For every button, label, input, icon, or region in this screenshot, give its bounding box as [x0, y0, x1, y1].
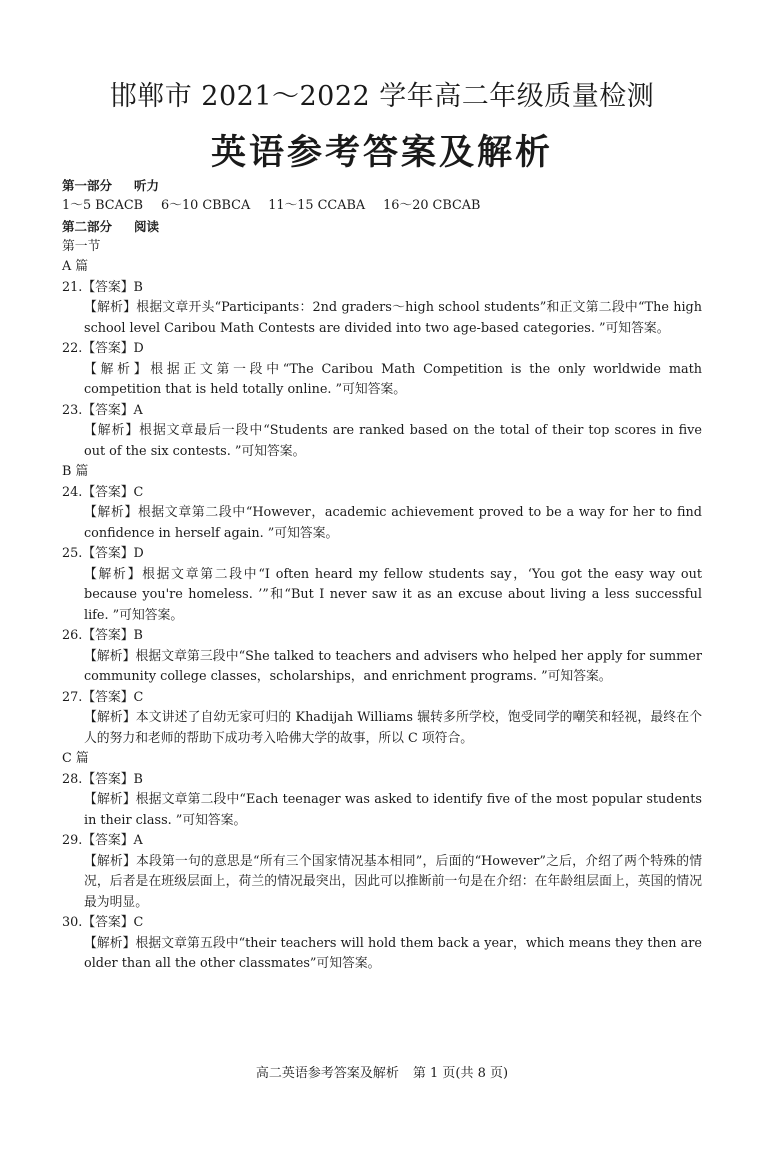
explanation: 【解析】本段第一句的意思是“所有三个国家情况基本相同”，后面的“However”之后，介绍了两个特殊的情况，后者是在班级层面上，荷兰的情况最突出，因此可以推断前一句是在介绍：在年龄组层面上，英国的情况最为明显。 — [84, 853, 702, 910]
answer-line: 25.【答案】D — [62, 546, 144, 561]
answer-line: 29.【答案】A — [62, 833, 143, 848]
answer-line: 28.【答案】B — [62, 771, 143, 787]
answer-group: 11～15 CCABA — [268, 198, 366, 213]
answer-line: 27.【答案】C — [62, 689, 144, 705]
explanation: 【解析】本文讲述了自幼无家可归的 Khadijah Williams 辗转多所学校，饱受同学的嘲笑和轻视，最终在个人的努力和老师的帮助下成功考入哈佛大学的故事，所以 C 项符合。 — [84, 710, 702, 746]
explanation: 【解析】根据文章第二段中“However，academic achievement proved to be a way for her to find confidence in herself again. ”可知答案。 — [84, 505, 702, 541]
part1-heading — [62, 176, 702, 196]
section-heading: 第一节 — [62, 238, 101, 254]
answer-key-page — [0, 77, 764, 1151]
page-number: 第 1 页(共 8 页) — [412, 1066, 509, 1081]
answer-line: 30.【答案】C — [62, 915, 144, 930]
explanation: 【解析】根据文章第三段中“She talked to teachers and advisers who helped her apply for summer community college classes，scholarships，and enrichment programs. ”可知答案。 — [84, 648, 702, 684]
passage-title: B 篇 — [62, 464, 89, 479]
answer-line: 21.【答案】B — [62, 279, 143, 295]
part2-label: 第二部分 — [62, 218, 113, 234]
explanation: 【解析】根据文章开头“Participants：2nd graders～high school students”和正文第二段中“The high school level Caribou Math Contests are divided into two age-based categories. ”可知答案。 — [84, 300, 702, 336]
page-footer — [0, 1062, 764, 1081]
part2-name: 阅读 — [134, 218, 160, 234]
answer-line: 26.【答案】B — [62, 628, 143, 643]
explanation: 【解析】根据文章第五段中“their teachers will hold them back a year，which means they then are older than all the other classmates”可知答案。 — [84, 935, 702, 971]
explanation: 【解析】根据文章最后一段中“Students are ranked based on the total of their top scores in five out of the six contests. ”可知答案。 — [84, 423, 702, 459]
listening-answers — [62, 196, 702, 217]
passage-title: A 篇 — [62, 259, 89, 274]
answer-group: 1～5 BCACB — [62, 198, 144, 213]
document-title: 英语参考答案及解析 — [210, 132, 553, 173]
part1-name: 听力 — [134, 178, 160, 193]
part1-label: 第一部分 — [62, 178, 113, 193]
answer-group: 6～10 CBBCA — [161, 198, 251, 213]
footer-doc-title: 高二英语参考答案及解析 — [255, 1066, 399, 1081]
explanation: 【解析】根据正文第一段中“The Caribou Math Competition is the only worldwide math competition that is held totally online. ”可知答案。 — [84, 361, 702, 397]
explanation: 【解析】根据文章第二段中“Each teenager was asked to identify five of the most popular students in their class. ”可知答案。 — [84, 792, 702, 828]
exam-title: 邯郸市 2021～2022 学年高二年级质量检测 — [109, 81, 655, 112]
answer-group: 16～20 CBCAB — [383, 198, 481, 213]
answer-line: 22.【答案】D — [62, 341, 144, 356]
answer-line: 23.【答案】A — [62, 402, 143, 418]
passage-title: C 篇 — [62, 751, 89, 766]
answer-line: 24.【答案】C — [62, 484, 144, 500]
explanation: 【解析】根据文章第二段中“I often heard my fellow students say，‘You got the easy way out because you're homeless. ’”和“But I never saw it as an excuse about living a less successful life. ”可知答案。 — [84, 566, 702, 623]
part2-heading — [62, 217, 702, 237]
